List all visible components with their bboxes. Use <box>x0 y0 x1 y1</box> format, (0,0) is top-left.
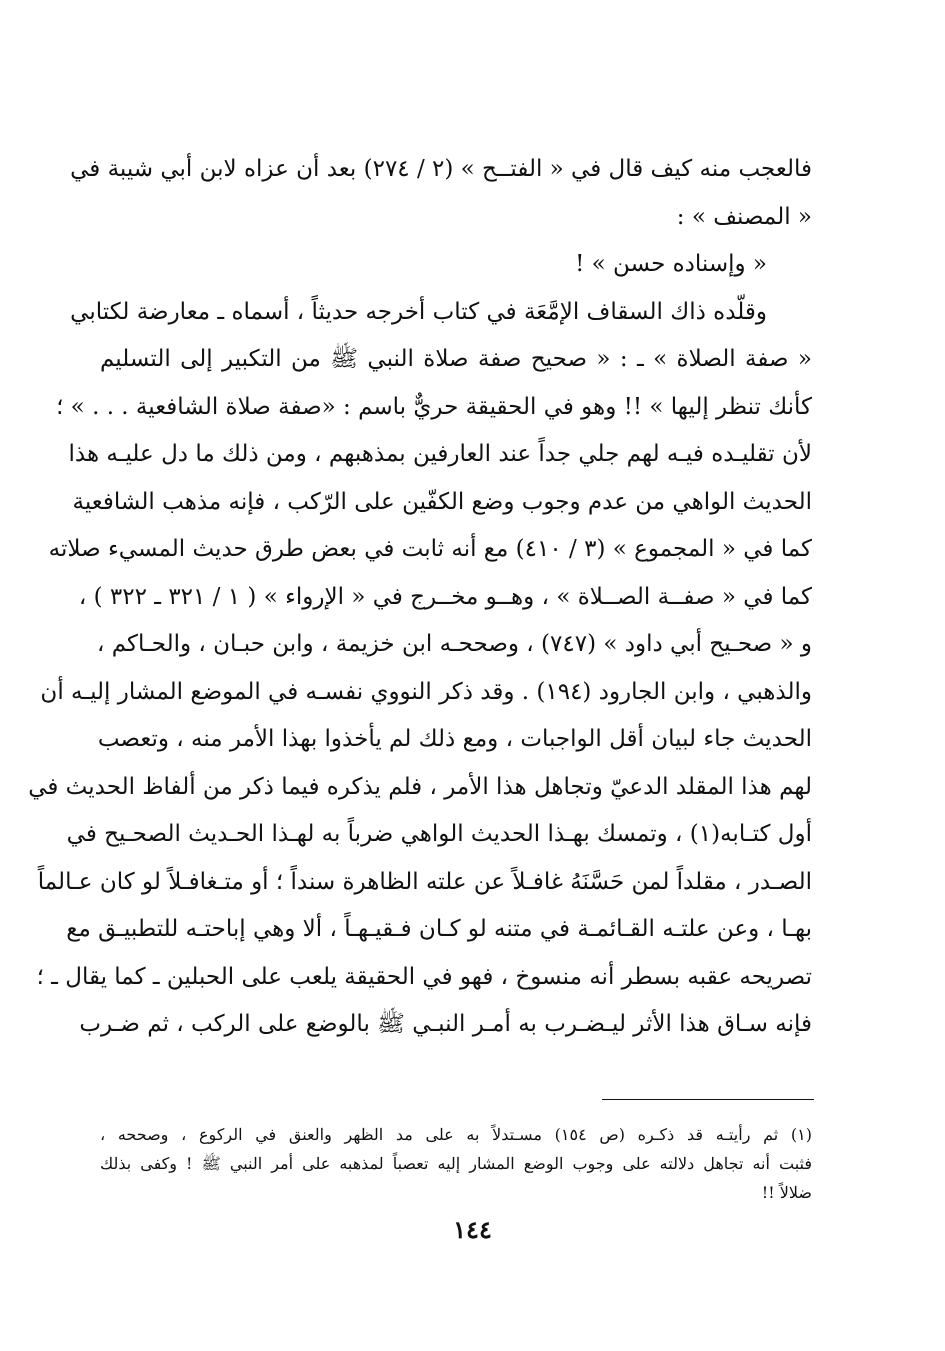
paragraph-start-line: وقلّده ذاك السقاف الإمَّعَة في كتاب أخرجه حديثاً ، أسماه ـ معارضة لكتابي <box>70 298 767 325</box>
text-line: فإنه سـاق هذا الأثر ليـضـرب به أمـر النبـي ﷺ بالوضع على الركب ، ثم ضـرب <box>79 1011 812 1037</box>
main-text-block <box>28 146 812 1049</box>
text-line: الصـدر ، مقلداً لمن حَسَّنَهُ غافـلاً عن علته الظاهرة سنداً ؛ أو متـغافـلاً لو كان عـالماً <box>37 868 812 895</box>
text-line: الحديث الواهي من عدم وجوب وضع الكفّين على الرّكب ، فإنه مذهب الشافعية <box>72 488 812 515</box>
footnote-separator <box>602 1099 814 1100</box>
text-line: لهم هذا المقلد الدعيّ وتجاهل هذا الأمر ، فلم يذكره فيما ذكر من ألفاظ الحديث في <box>28 773 812 800</box>
footnote-line: (١) ثم رأيتـه قد ذكـره (ص ١٥٤) مسـتدلاً به على مد الظهر والعنق في الركوع ، وصححه ، <box>100 1125 812 1144</box>
text-line: و « صحـيح أبي داود » (٧٤٧) ، وصححـه ابن خزيمة ، وابن حبـان ، والحـاكم ، <box>97 631 812 657</box>
text-line: « صفة الصلاة » ـ : « صحيح صفة صلاة النبي ﷺ من التكبير إلى التسليم <box>100 346 812 372</box>
footnote-block <box>100 1120 812 1207</box>
text-line: الحديث جاء لبيان أقل الواجبات ، ومع ذلك لم يأخذوا بهذا الأمر منه ، وتعصب <box>97 726 812 752</box>
text-line: والذهبي ، وابن الجارود (١٩٤) . وقد ذكر النووي نفسـه في الموضع المشار إليـه أن <box>40 678 812 705</box>
text-line: فالعجب منه كيف قال في « الفتــح » (٢ / ٢٧٤) بعد أن عزاه لابن أبي شيبة في <box>70 156 812 182</box>
text-line: لأن تقليـده فيـه لهم جلي جداً عند العارفين بمذهبهم ، ومن ذلك ما دل عليـه هذا <box>68 441 812 467</box>
text-line: كما في « صفــة الصــلاة » ، وهــو مخــرج في « الإرواء » ( ١ / ٣٢١ ـ ٣٢٢ ) ، <box>78 583 812 610</box>
text-line: بهـا ، وعن علتـه القـائمـة في متنه لو كـان فـقيـهـاً ، ألا وهي إباحتـه للتطبيـق مع <box>66 916 812 942</box>
text-line: تصريحه عقبه بسطر أنه منسوخ ، فهو في الحقيقة يلعب على الحبلين ـ كما يقال ـ ؛ <box>36 963 812 990</box>
footnote-line: فثبت أنه تجاهل دلالته على وجوب الوضع المشار إليه تعصباً لمذهبه على أمر النبي ﷺ ! وكفى بذلك <box>100 1154 812 1173</box>
quoted-text-line: « وإسناده حسن » ! <box>575 251 767 277</box>
text-line: « المصنف » : <box>676 203 812 230</box>
footnote-line: ضلالاً !! <box>761 1183 812 1202</box>
text-line: كأنك تنظر إليها » !! وهو في الحقيقة حريٌّ باسم : «صفة صلاة الشافعية . . . » ؛ <box>56 393 812 420</box>
page-number: ١٤٤ <box>453 1215 492 1244</box>
text-line: كما في « المجموع » (٣ / ٤١٠) مع أنه ثابت في بعض طرق حديث المسيء صلاته <box>48 536 812 562</box>
text-line: أول كتـابه(١) ، وتمسك بهـذا الحديث الواهي ضرباً به لهـذا الحـديث الصحـيح في <box>66 821 812 847</box>
